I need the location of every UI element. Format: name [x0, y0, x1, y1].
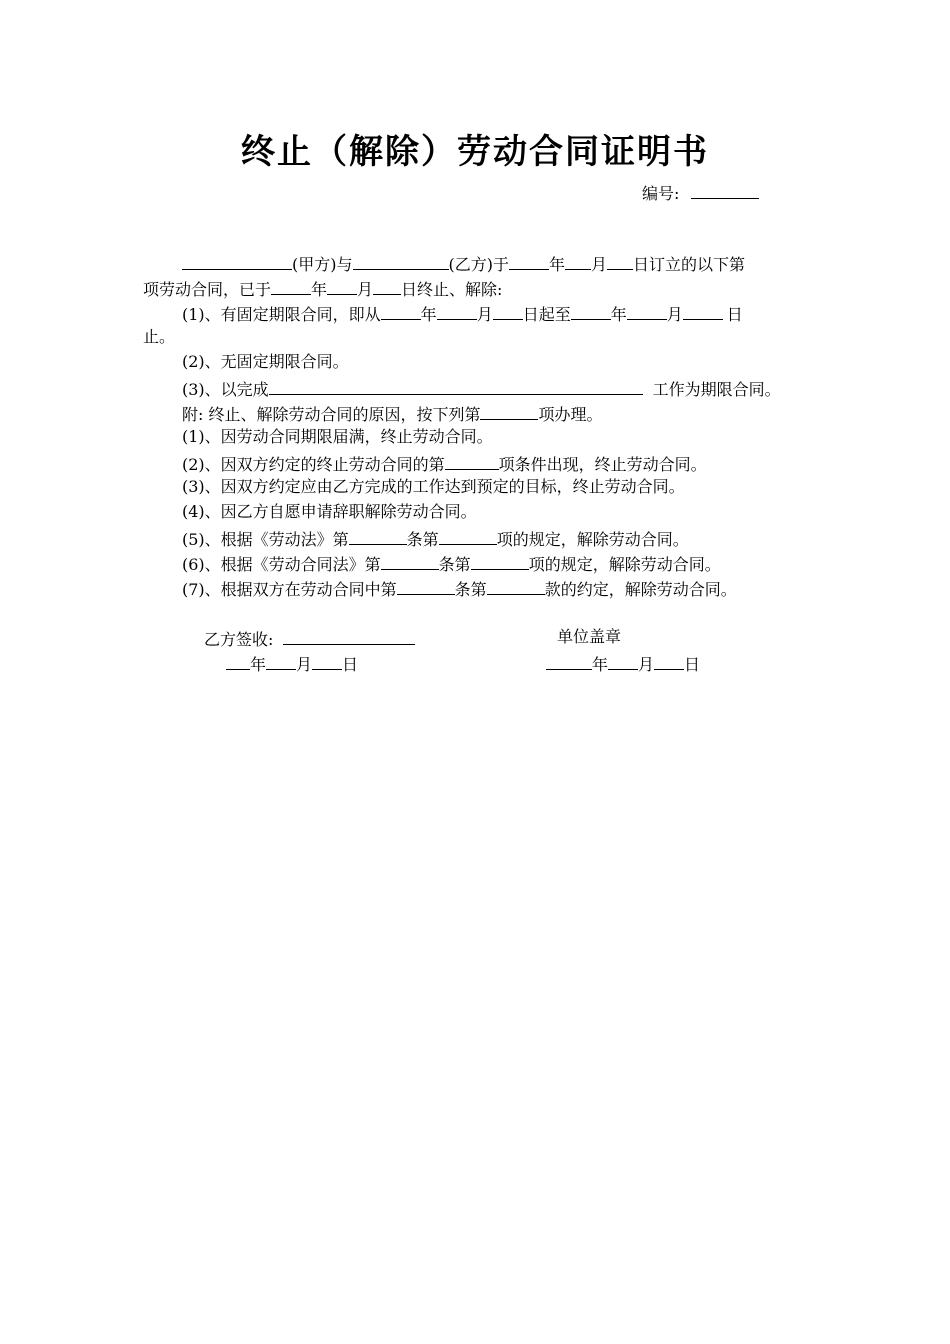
sign-month-blank[interactable] — [565, 251, 591, 270]
company-seal-date — [546, 651, 700, 676]
from-month-blank[interactable] — [437, 301, 477, 320]
party-a-blank[interactable] — [182, 251, 292, 270]
party-b-signature — [204, 626, 415, 651]
condition-item-blank[interactable] — [445, 451, 499, 470]
intro-text: 日订立的以下第 — [633, 255, 746, 274]
month-label: 月 — [591, 255, 608, 274]
reason-6 — [182, 551, 721, 576]
sign-day-blank[interactable] — [607, 251, 633, 270]
document-title: 终止（解除）劳动合同证明书 — [241, 132, 709, 172]
reason-7 — [182, 576, 737, 601]
day-label: 日 — [726, 305, 743, 324]
contract-type-1-label: (1)、有固定期限合同，即从 — [182, 305, 381, 324]
to-label: 日起至 — [522, 305, 571, 324]
seal-year-blank[interactable] — [546, 651, 592, 670]
appendix-label: 附: 终止、解除劳动合同的原因，按下列第 — [182, 405, 481, 424]
reason-3: (3)、因双方约定应由乙方完成的工作达到预定的目标，终止劳动合同。 — [182, 477, 685, 496]
party-b-blank[interactable] — [353, 251, 449, 270]
party-b-year-blank[interactable] — [226, 651, 250, 670]
end-year-blank[interactable] — [271, 276, 311, 295]
task-blank[interactable] — [269, 376, 643, 395]
reason-2-label: (2)、因双方约定的终止劳动合同的第 — [182, 455, 445, 474]
from-year-blank[interactable] — [381, 301, 421, 320]
seal-day-blank[interactable] — [654, 651, 684, 670]
party-b-day-blank[interactable] — [312, 651, 342, 670]
article-label: 条第 — [406, 530, 439, 549]
year-label: 年 — [592, 655, 609, 674]
month-label: 月 — [357, 280, 374, 299]
month-label: 月 — [296, 655, 313, 674]
month-label: 月 — [666, 305, 683, 324]
reason-5-suffix: 项的规定，解除劳动合同。 — [496, 530, 689, 549]
contract-type-1 — [182, 301, 743, 326]
to-day-blank[interactable] — [683, 301, 723, 320]
serial-number — [642, 180, 759, 205]
month-label: 月 — [638, 655, 655, 674]
contract-article-blank[interactable] — [397, 576, 455, 595]
to-year-blank[interactable] — [571, 301, 611, 320]
year-label: 年 — [311, 280, 328, 299]
labor-law-article-blank[interactable] — [349, 526, 407, 545]
year-label: 年 — [420, 305, 437, 324]
reason-4: (4)、因乙方自愿申请辞职解除劳动合同。 — [182, 502, 477, 521]
reason-2 — [182, 451, 707, 476]
year-label: 年 — [610, 305, 627, 324]
party-b-sign-blank[interactable] — [283, 626, 415, 645]
intro-text-2: 项劳动合同，已于 — [143, 280, 272, 299]
seal-month-blank[interactable] — [608, 651, 638, 670]
contract-type-3-label: (3)、以完成 — [182, 380, 269, 399]
contract-type-3-suffix: 工作为期限合同。 — [652, 380, 781, 399]
contract-clause-blank[interactable] — [487, 576, 545, 595]
month-label: 月 — [476, 305, 493, 324]
article-label: 条第 — [438, 555, 471, 574]
intro-text-3: 日终止、解除: — [401, 280, 503, 299]
party-b-label: (乙方)于 — [448, 255, 509, 274]
contract-type-2: (2)、无固定期限合同。 — [182, 352, 349, 371]
reason-7-label: (7)、根据双方在劳动合同中第 — [182, 580, 397, 599]
reason-6-suffix: 项的规定，解除劳动合同。 — [528, 555, 721, 574]
contract-type-1-cont: 止。 — [143, 327, 176, 346]
end-day-blank[interactable] — [373, 276, 401, 295]
party-b-month-blank[interactable] — [266, 651, 296, 670]
end-month-blank[interactable] — [327, 276, 357, 295]
reason-7-suffix: 款的约定，解除劳动合同。 — [544, 580, 737, 599]
reason-5-label: (5)、根据《劳动法》第 — [182, 530, 349, 549]
intro-line-2 — [143, 276, 502, 301]
article-label: 条第 — [454, 580, 487, 599]
day-label: 日 — [342, 655, 359, 674]
reason-5 — [182, 526, 689, 551]
contract-law-article-blank[interactable] — [381, 551, 439, 570]
company-seal: 单位盖章 — [557, 627, 622, 646]
contract-law-item-blank[interactable] — [471, 551, 529, 570]
reason-1: (1)、因劳动合同期限届满，终止劳动合同。 — [182, 427, 493, 446]
party-b-sign-date — [226, 651, 358, 676]
serial-number-label: 编号: — [642, 184, 680, 203]
labor-law-item-blank[interactable] — [439, 526, 497, 545]
from-day-blank[interactable] — [493, 301, 523, 320]
reason-6-label: (6)、根据《劳动合同法》第 — [182, 555, 381, 574]
appendix-suffix: 项办理。 — [538, 405, 603, 424]
appendix-line — [182, 401, 603, 426]
contract-type-3 — [182, 376, 781, 401]
intro-line-1 — [182, 251, 745, 276]
serial-number-blank[interactable] — [691, 180, 759, 199]
to-month-blank[interactable] — [627, 301, 667, 320]
sign-year-blank[interactable] — [509, 251, 549, 270]
year-label: 年 — [250, 655, 267, 674]
day-label: 日 — [684, 655, 701, 674]
year-label: 年 — [549, 255, 566, 274]
reason-2-suffix: 项条件出现，终止劳动合同。 — [498, 455, 707, 474]
party-b-sign-label: 乙方签收: — [204, 630, 274, 649]
reason-item-blank[interactable] — [480, 401, 538, 420]
party-a-label: (甲方)与 — [292, 255, 353, 274]
